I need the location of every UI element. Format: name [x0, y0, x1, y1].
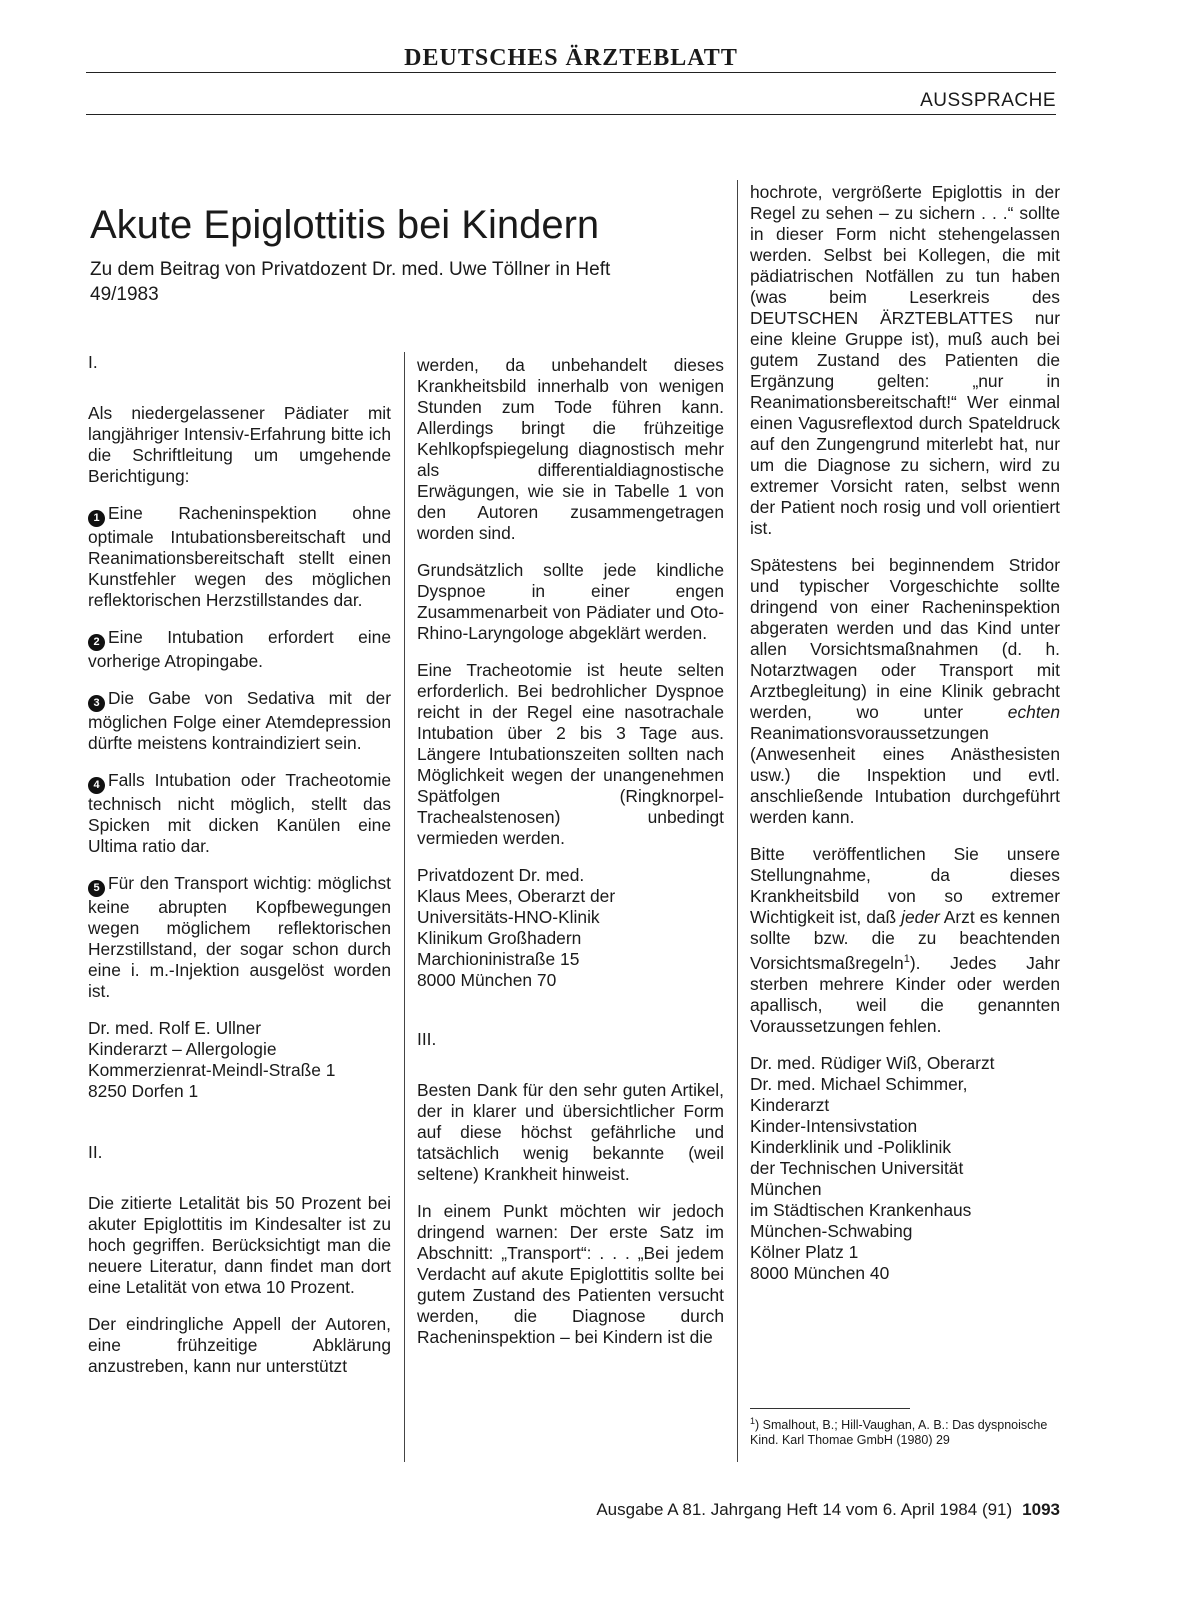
numbered-bullet-icon: 4: [88, 777, 105, 794]
issue-info: Ausgabe A 81. Jahrgang Heft 14 vom 6. April 1984 (91): [596, 1500, 1013, 1519]
column-divider: [404, 352, 405, 1462]
column-2: [417, 355, 724, 1364]
article-subtitle: Zu dem Beitrag von Privatdozent Dr. med. Uwe Töllner in Heft 49/1983: [90, 259, 611, 305]
letter-3-paragraph-1: Besten Dank für den sehr guten Artikel, der in klarer und übersichtlicher Form auf diese höchst gefährliche und tatsächlich wenig bekannte (weil seltene) Krankheit hinweist.: [417, 1080, 724, 1184]
section-label: AUSSPRACHE: [920, 90, 1056, 111]
column-divider: [737, 180, 738, 1462]
letter-2-number: II.: [88, 1142, 103, 1162]
letter-1-point-3: 3 Die Gabe von Sedativa mit der möglichen Folge einer Atemdepression dürfte meistens kontraindiziert sein.: [88, 688, 391, 753]
page-footer: [494, 1500, 1060, 1520]
letter-1-point-1: 1 Eine Racheninspektion ohne optimale Intubationsbereitschaft und Reanimationsbereitschaft stellt einen Kunstfehler wegen des möglichen reflektorischen Herzstillstandes dar.: [88, 503, 391, 610]
numbered-bullet-icon: 1: [88, 510, 105, 527]
footnote-rule: [750, 1408, 910, 1409]
letter-2-signature: Privatdozent Dr. med. Klaus Mees, Oberarzt der Universitäts-HNO-Klinik Klinikum Großhadern Marchioninistraße 15 8000 München 70: [417, 865, 616, 990]
letter-2-paragraph-1: Die zitierte Letalität bis 50 Prozent bei akuter Epiglottitis im Kindesalter ist zu hoch gegriffen. Berücksichtigt man die neuere Literatur, dann findet man dort eine Letalität von etwa 10 Prozent.: [88, 1193, 391, 1297]
letter-1-number: I.: [88, 352, 98, 372]
letter-1-point-5: 5 Für den Transport wichtig: möglichst keine abrupten Kopfbewegungen wegen möglichem reflektorischen Herzstillstand, der sogar schon durch eine i. m.-Injektion ausgelöst worden ist.: [88, 873, 391, 1001]
letter-3-paragraph-4: Bitte veröffentlichen Sie unsere Stellungnahme, da dieses Krankheitsbild von so extremer Wichtigkeit ist, daß jeder Arzt es kennen sollte bzw. die zu beachtenden Vorsichtsmaßregeln$^1$). Jedes Jahr sterben mehrere Kinder oder werden apallisch, weil die genannten Voraussetzungen fehlen.: [750, 844, 1060, 1036]
masthead-rule: [86, 72, 1056, 73]
masthead: DEUTSCHES ÄRZTEBLATT: [404, 45, 738, 71]
letter-1-intro: Als niedergelassener Pädiater mit langjähriger Intensiv-Erfahrung bitte ich die Schriftleitung um umgehende Berichtigung:: [88, 403, 391, 486]
letter-1-point-2: 2 Eine Intubation erfordert eine vorherige Atropingabe.: [88, 627, 391, 671]
letter-3-paragraph-3: Spätestens bei beginnendem Stridor und typischer Vorgeschichte sollte dringend von einer Racheninspektion abgeraten werden und das Kind unter allen Vorsichtsmaßnahmen (d. h. Notarztwagen oder Transport mit Arztbegleitung) in eine Klinik gebracht werden, wo unter echten Reanimationsvoraussetzungen (Anwesenheit eines Anästhesisten usw.) die Inspektion und evtl. anschließende Intubation durchgeführt werden kann.: [750, 555, 1060, 827]
column-1: [88, 352, 391, 1393]
section-rule: [86, 114, 1056, 115]
letter-3-paragraph-2-start: In einem Punkt möchten wir jedoch dringend warnen: Der erste Satz im Abschnitt: „Transport“: . . . „Bei jedem Verdacht auf akute Epiglottitis sollte bei gutem Zustand des Patienten versucht werden, die Diagnose durch Racheninspektion – bei Kindern ist die: [417, 1201, 724, 1347]
letter-2-paragraph-4: Eine Tracheotomie ist heute selten erforderlich. Bei bedrohlicher Dyspnoe reicht in der Regel eine nasotrachale Intubation über 2 bis 3 Tage aus. Längere Intubationszeiten sollten nach Möglichkeit wegen der unangenehmen Spätfolgen (Ringknorpel-Trachealstenosen) unbedingt vermieden werden.: [417, 660, 724, 848]
numbered-bullet-icon: 3: [88, 695, 105, 712]
letter-2-paragraph-3: Grundsätzlich sollte jede kindliche Dyspnoe in einer engen Zusammenarbeit von Pädiater und Oto-Rhino-Laryngologe abgeklärt werden.: [417, 560, 724, 643]
letter-3-number: III.: [417, 1029, 437, 1049]
letter-3-paragraph-2-continued: hochrote, vergrößerte Epiglottis in der Regel zu sehen – zu sichern . . .“ sollte in dieser Form nicht stehengelassen werden. Selbst bei Kollegen, die mit pädiatrischen Notfällen zu tun haben (was beim Leserkreis des DEUTSCHEN ÄRZTEBLATTES nur eine kleine Gruppe ist), muß auch bei gutem Zustand des Patienten die Ergänzung gelten: „nur in Reanimationsbereitschaft!“ Wer einmal einen Vagusreflextod durch Spateldruck auf den Zungengrund miterlebt hat, nur um die Diagnose zu sichern, wird zu extremer Vorsicht raten, selbst wenn der Patient noch rosig und voll orientiert ist.: [750, 182, 1060, 538]
letter-2-paragraph-2-start: Der eindringliche Appell der Autoren, eine frühzeitige Abklärung anzustreben, kann nur unterstützt: [88, 1314, 391, 1376]
letter-2-paragraph-2-continued: werden, da unbehandelt dieses Krankheitsbild innerhalb von wenigen Stunden zum Tode führen kann. Allerdings bringt die frühzeitige Kehlkopfspiegelung diagnostisch mehr als differentialdiagnostische Erwägungen, wie sie in Tabelle 1 von den Autoren zusammengetragen worden sind.: [417, 355, 724, 543]
letter-3-signature: Dr. med. Rüdiger Wiß, Oberarzt Dr. med. Michael Schimmer, Kinderarzt Kinder-Intensivstation Kinderklinik und -Poliklinik der Technischen Universität München im Städtischen Krankenhaus München-Schwabing Kölner Platz 1 8000 München 40: [750, 1052, 995, 1283]
letter-1-signature: Dr. med. Rolf E. Ullner Kinderarzt – Allergologie Kommerzienrat-Meindl-Straße 1 8250 Dorfen 1: [88, 1018, 336, 1101]
numbered-bullet-icon: 5: [88, 880, 105, 897]
article-title: Akute Epiglottitis bei Kindern: [90, 202, 600, 247]
footnote: $^1$) Smalhout, B.; Hill-Vaughan, A. B.: Das dyspnoische Kind. Karl Thomae GmbH (1980) 29: [750, 1416, 1048, 1448]
numbered-bullet-icon: 2: [88, 634, 105, 651]
page-number: 1093: [1022, 1500, 1060, 1519]
letter-1-point-4: 4 Falls Intubation oder Tracheotomie technisch nicht möglich, stellt das Spicken mit dicken Kanülen eine Ultima ratio dar.: [88, 770, 391, 856]
column-3: [750, 182, 1060, 1284]
